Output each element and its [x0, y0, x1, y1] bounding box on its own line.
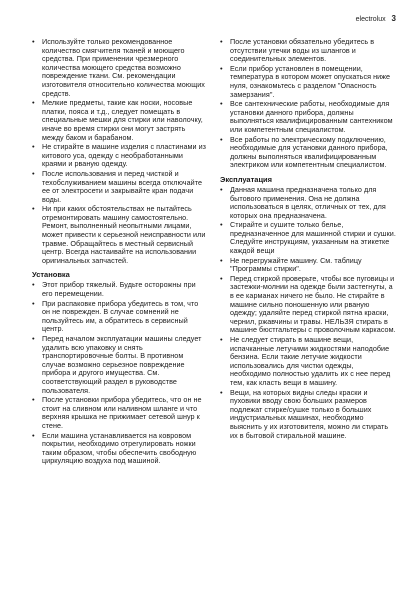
bullet-list-installation: [32, 281, 208, 465]
page-header: [356, 14, 396, 24]
list-item: • Перед стиркой проверьте, чтобы все пуговицы и застежки-молнии на одежде были застегнуты, а в ее карманах ничего не было. Не стирайте в машине сильно поношенную или рваную одежду; удаляйте перед стиркой пятна краски, чернил, ржавчины и травы. НЕЛЬЗЯ стирать в машине бюстгальтеры с проволочным каркасом.: [220, 275, 396, 335]
list-item: • После установки обязательно убедитесь в отсутствии утечки воды из шлангов и соединительных элементов.: [220, 38, 396, 64]
section-heading-installation: Установка: [32, 270, 70, 280]
list-item: • Вещи, на которых видны следы краски и пуховики вводу свою больших размеров подлежат стирке/сушке только в больших индустриальных машинах, необходимо выяснить у их изготовителя, можно ли стирать их в бытовой стиральной машине.: [220, 389, 396, 441]
list-item: • При распаковке прибора убедитесь в том, что он не поврежден. В случае сомнений не пользуйтесь им, а обратитесь в сервисный центр.: [32, 300, 208, 334]
list-item: • Этот прибор тяжелый. Будьте осторожны при его перемещении.: [32, 281, 208, 298]
list-item: • Данная машина предназначена только для бытового применения. Она не должна использоваться в целях, отличных от тех, для которых она предназначена.: [220, 186, 396, 220]
right-column: [220, 38, 396, 441]
list-item: • Стирайте и сушите только белье, предназначенное для машинной стирки и сушки. Следуйте инструкциям, указанным на этикетке каждой вещи: [220, 221, 396, 255]
list-item: • Все сантехнические работы, необходимые для установки данного прибора, должны выполняться квалифицированным сантехником или компетентным специалистом.: [220, 100, 396, 134]
list-item: • Все работы по электрическому подключению, необходимые для установки данного прибора, должны выполняться квалифицированным электриком или компетентным специалистом.: [220, 136, 396, 170]
list-item: • Не следует стирать в машине вещи, испачканные летучими жидкостями наподобие бензина. Если такие летучие жидкости использовались для чистки одежды, необходимо полностью удалить их с нее перед тем, как класть вещи в машину.: [220, 336, 396, 388]
list-item: • Если машина устанавливается на ковровом покрытии, необходимо отрегулировать ножки таким образом, чтобы обеспечить свободную циркуляцию воздуха под машиной.: [32, 432, 208, 466]
page-number: 3: [391, 14, 396, 23]
list-item: • Перед началом эксплуатации машины следует удалить всю упаковку и снять транспортировочные болты. В противном случае возможно серьезное повреждение прибора и другого имущества. См. соответствующий раздел в руководстве пользователя.: [32, 335, 208, 395]
list-item: • Не стирайте в машине изделия с пластинами из китового уса, одежду с необработанными краями и рваную одежду.: [32, 143, 208, 169]
list-item: • Если прибор установлен в помещении, температура в котором может опускаться ниже нуля, ознакомьтесь с разделом "Опасность замерзания".: [220, 65, 396, 99]
bullet-list-installation-cont: [220, 38, 396, 170]
bullet-list-general: [32, 38, 208, 265]
list-item: • После установки прибора убедитесь, что он не стоит на сливном или наливном шланге и что верхняя крышка не прижимает сетевой шнур к стене.: [32, 396, 208, 430]
list-item: • После использования и перед чисткой и техобслуживанием машины всегда отключайте ее от электросети и закрывайте кран подачи воды.: [32, 170, 208, 204]
bullet-list-usage: [220, 186, 396, 440]
list-item: • Ни при каких обстоятельствах не пытайтесь отремонтировать машину самостоятельно. Ремонт, выполненный неопытными лицами, может привести к серьезной неисправности или травме. Обращайтесь в местный сервисный центр. Всегда настаивайте на использовании оригинальных запчастей.: [32, 205, 208, 265]
list-item: • Мелкие предметы, такие как носки, носовые платки, пояса и т.д., следует помещать в специальные мешки для стирки или наволочку, иначе во время стирки они могут застрять между баком и барабаном.: [32, 99, 208, 142]
section-heading-usage: Эксплуатация: [220, 174, 273, 184]
left-column: [32, 38, 208, 467]
brand-label: electrolux: [355, 16, 386, 23]
list-item: • Используйте только рекомендованное количество смягчителя тканей и моющего средства. При применении чрезмерного количества моющего средства возможно повреждение ткани. См. рекомендации изготовителя относительно количества моющих средств.: [32, 38, 208, 98]
list-item: • Не перегружайте машину. См. таблицу "Программы стирки".: [220, 257, 396, 274]
